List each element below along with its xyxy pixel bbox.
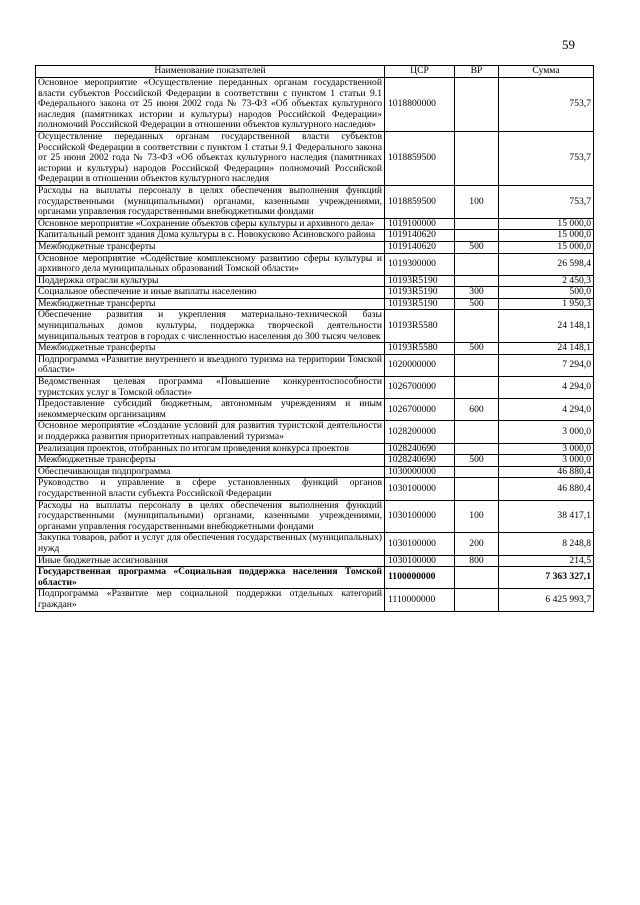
row-vr-cell: 500 <box>455 241 499 253</box>
row-sum-cell: 753,7 <box>499 78 594 132</box>
row-csr-cell: 1026700000 <box>385 377 455 399</box>
row-vr-cell <box>455 310 499 343</box>
row-sum-cell: 38 417,1 <box>499 500 594 533</box>
table-row <box>36 78 594 132</box>
row-sum-cell: 8 248,8 <box>499 533 594 555</box>
row-sum-cell: 2 450,3 <box>499 275 594 287</box>
row-sum-cell: 4 294,0 <box>499 399 594 421</box>
row-sum-cell: 3 000,0 <box>499 421 594 443</box>
row-csr-cell: 1028200000 <box>385 421 455 443</box>
row-name-cell: Межбюджетные трансферты <box>36 455 385 467</box>
table-row <box>36 241 594 253</box>
row-name-cell: Подпрограмма «Развитие внутреннего и въездного туризма на территории Томской области» <box>36 354 385 376</box>
row-vr-cell: 500 <box>455 298 499 310</box>
row-sum-cell: 15 000,0 <box>499 230 594 242</box>
row-csr-cell: 1018800000 <box>385 78 455 132</box>
row-name-cell: Иные бюджетные ассигнования <box>36 555 385 567</box>
table-row <box>36 287 594 299</box>
table-row <box>36 500 594 533</box>
table-row <box>36 589 594 611</box>
row-sum-cell: 6 425 993,7 <box>499 589 594 611</box>
page-number: 59 <box>562 37 575 52</box>
row-csr-cell: 1030000000 <box>385 466 455 478</box>
row-vr-cell: 100 <box>455 500 499 533</box>
row-csr-cell: 1030100000 <box>385 533 455 555</box>
row-sum-cell: 46 880,4 <box>499 466 594 478</box>
table-row <box>36 443 594 455</box>
table-row <box>36 343 594 355</box>
row-name-cell: Капитальный ремонт здания Дома культуры в с. Новокусково Асиновского района <box>36 230 385 242</box>
row-csr-cell: 1026700000 <box>385 399 455 421</box>
header-csr: ЦСР <box>385 66 455 78</box>
row-vr-cell: 100 <box>455 185 499 218</box>
row-vr-cell: 500 <box>455 455 499 467</box>
row-name-cell: Основное мероприятие «Создание условий для развития туристской деятельности и поддержка развития приоритетных направлений туризма» <box>36 421 385 443</box>
row-sum-cell: 1 950,3 <box>499 298 594 310</box>
row-name-cell: Обеспечивающая подпрограмма <box>36 466 385 478</box>
table-row <box>36 421 594 443</box>
row-sum-cell: 26 598,4 <box>499 253 594 275</box>
row-vr-cell <box>455 218 499 230</box>
row-vr-cell <box>455 443 499 455</box>
row-csr-cell: 1019100000 <box>385 218 455 230</box>
row-csr-cell: 10193R5580 <box>385 310 455 343</box>
row-vr-cell: 800 <box>455 555 499 567</box>
row-csr-cell: 1019140620 <box>385 241 455 253</box>
header-name: Наименование показателей <box>36 66 385 78</box>
row-name-cell: Закупка товаров, работ и услуг для обеспечения государственных (муниципальных) нужд <box>36 533 385 555</box>
row-csr-cell: 1030100000 <box>385 478 455 500</box>
row-name-cell: Основное мероприятие «Осуществление переданных органам государственной власти субъектов Российской Федерации в соответствии с пунктом 1 статьи 9.1 Федерального закона от 25 июня 2002 года № 73-ФЗ «Об объектах культурного наследия (памятниках истории и культуры) народов Российской Федерации» полномочий Российской Федерации в отношении объектов культурного наследия» <box>36 78 385 132</box>
row-name-cell: Государственная программа «Социальная поддержка населения Томской области» <box>36 567 385 589</box>
table-body <box>36 78 594 612</box>
row-vr-cell <box>455 275 499 287</box>
row-sum-cell: 24 148,1 <box>499 310 594 343</box>
row-name-cell: Реализация проектов, отобранных по итогам проведения конкурса проектов <box>36 443 385 455</box>
row-sum-cell: 3 000,0 <box>499 455 594 467</box>
table-row <box>36 478 594 500</box>
row-vr-cell <box>455 131 499 185</box>
row-name-cell: Социальное обеспечение и иные выплаты населению <box>36 287 385 299</box>
row-vr-cell <box>455 78 499 132</box>
table-row <box>36 555 594 567</box>
row-csr-cell: 1100000000 <box>385 567 455 589</box>
row-vr-cell <box>455 589 499 611</box>
row-name-cell: Осуществление переданных органам государственной власти субъектов Российской Федерации в соответствии с пунктом 1 статьи 9.1 Федерального закона от 25 июня 2002 года № 73-ФЗ «Об объектах культурного наследия (памятниках истории и культуры) народов Российской Федерации» полномочий Российской Федерации в отношении объектов культурного наследия <box>36 131 385 185</box>
row-name-cell: Межбюджетные трансферты <box>36 343 385 355</box>
row-csr-cell: 1019300000 <box>385 253 455 275</box>
table-row <box>36 298 594 310</box>
row-vr-cell <box>455 478 499 500</box>
table-row <box>36 218 594 230</box>
row-sum-cell: 15 000,0 <box>499 241 594 253</box>
row-csr-cell: 1110000000 <box>385 589 455 611</box>
row-vr-cell <box>455 253 499 275</box>
row-vr-cell <box>455 354 499 376</box>
table-header-row <box>36 66 594 78</box>
row-name-cell: Основное мероприятие «Содействие комплексному развитию сферы культуры и архивного дела муниципальных образований Томской области» <box>36 253 385 275</box>
row-sum-cell: 753,7 <box>499 185 594 218</box>
row-csr-cell: 1020000000 <box>385 354 455 376</box>
row-vr-cell: 300 <box>455 287 499 299</box>
row-sum-cell: 7 294,0 <box>499 354 594 376</box>
table-row <box>36 230 594 242</box>
row-csr-cell: 10193R5190 <box>385 275 455 287</box>
row-csr-cell: 10193R5580 <box>385 343 455 355</box>
row-vr-cell: 500 <box>455 343 499 355</box>
row-csr-cell: 1028240690 <box>385 455 455 467</box>
row-sum-cell: 4 294,0 <box>499 377 594 399</box>
row-csr-cell: 1028240690 <box>385 443 455 455</box>
row-vr-cell <box>455 421 499 443</box>
row-vr-cell <box>455 377 499 399</box>
row-name-cell: Поддержка отрасли культуры <box>36 275 385 287</box>
row-csr-cell: 1030100000 <box>385 500 455 533</box>
row-name-cell: Ведомственная целевая программа «Повышение конкурентоспособности туристских услуг в Томской области» <box>36 377 385 399</box>
row-name-cell: Обеспечение развития и укрепления материально-технической базы муниципальных домов культуры, поддержка творческой деятельности муниципальных театров в городах с численностью населения до 300 тысяч человек <box>36 310 385 343</box>
table-row <box>36 533 594 555</box>
table-row <box>36 275 594 287</box>
row-sum-cell: 500,0 <box>499 287 594 299</box>
row-csr-cell: 1030100000 <box>385 555 455 567</box>
table-row <box>36 354 594 376</box>
row-name-cell: Подпрограмма «Развитие мер социальной поддержки отдельных категорий граждан» <box>36 589 385 611</box>
row-vr-cell: 600 <box>455 399 499 421</box>
row-sum-cell: 24 148,1 <box>499 343 594 355</box>
row-csr-cell: 1018859500 <box>385 185 455 218</box>
row-name-cell: Расходы на выплаты персоналу в целях обеспечения выполнения функций государственными (муниципальными) органами, казенными учреждениями, органами управления государственными внебюджетными фондами <box>36 500 385 533</box>
table-row <box>36 466 594 478</box>
row-name-cell: Межбюджетные трансферты <box>36 241 385 253</box>
row-sum-cell: 46 880,4 <box>499 478 594 500</box>
budget-table <box>35 65 594 612</box>
table-row <box>36 455 594 467</box>
row-sum-cell: 3 000,0 <box>499 443 594 455</box>
header-vr: ВР <box>455 66 499 78</box>
row-vr-cell: 200 <box>455 533 499 555</box>
row-sum-cell: 214,5 <box>499 555 594 567</box>
row-name-cell: Предоставление субсидий бюджетным, автономным учреждениям и иным некоммерческим организациям <box>36 399 385 421</box>
row-csr-cell: 10193R5190 <box>385 298 455 310</box>
table-row <box>36 131 594 185</box>
row-name-cell: Основное мероприятие «Сохранение объектов сферы культуры и архивного дела» <box>36 218 385 230</box>
row-vr-cell <box>455 230 499 242</box>
table-row <box>36 399 594 421</box>
table-row <box>36 253 594 275</box>
row-name-cell: Руководство и управление в сфере установленных функций органов государственной власти субъекта Российской Федерации <box>36 478 385 500</box>
row-csr-cell: 1018859500 <box>385 131 455 185</box>
row-sum-cell: 15 000,0 <box>499 218 594 230</box>
row-csr-cell: 10193R5190 <box>385 287 455 299</box>
table-row <box>36 310 594 343</box>
table-row <box>36 567 594 589</box>
row-sum-cell: 753,7 <box>499 131 594 185</box>
row-csr-cell: 1019140620 <box>385 230 455 242</box>
row-vr-cell <box>455 567 499 589</box>
row-sum-cell: 7 363 327,1 <box>499 567 594 589</box>
row-name-cell: Межбюджетные трансферты <box>36 298 385 310</box>
table-row <box>36 377 594 399</box>
row-name-cell: Расходы на выплаты персоналу в целях обеспечения выполнения функций государственными (муниципальными) органами, казенными учреждениями, органами управления государственными внебюджетными фондами <box>36 185 385 218</box>
header-sum: Сумма <box>499 66 594 78</box>
table-row <box>36 185 594 218</box>
row-vr-cell <box>455 466 499 478</box>
